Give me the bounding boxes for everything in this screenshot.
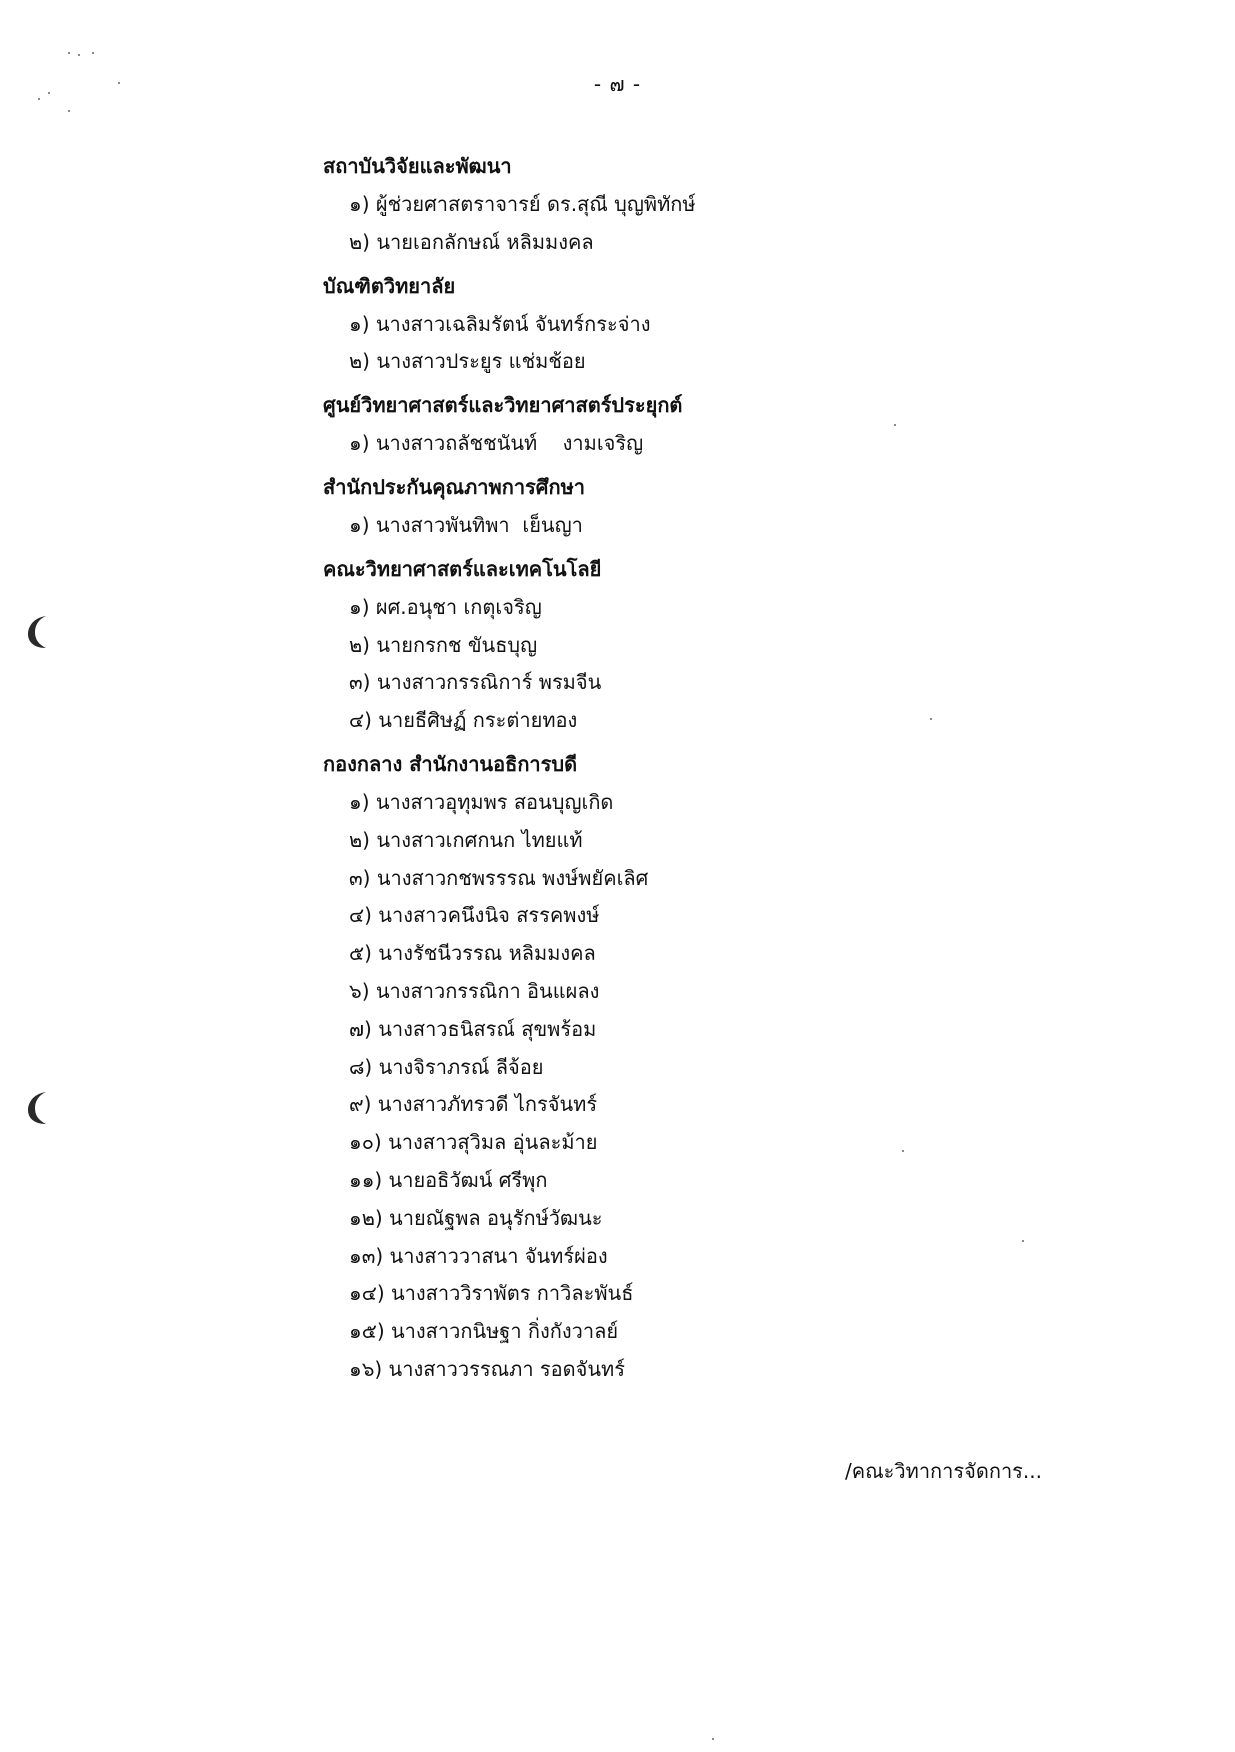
list-item: ๔) นายธีศิษฏ์ กระต่ายทอง	[349, 708, 578, 733]
scan-speck	[68, 110, 70, 112]
committee-list	[323, 146, 1183, 1393]
scan-speck	[118, 82, 120, 84]
scan-speck	[38, 98, 40, 100]
list-item: ๒) นายกรกช ขันธบุญ	[349, 632, 538, 657]
list-item: ๘) นางจิราภรณ์ ลีจ้อย	[349, 1054, 544, 1079]
list-item: ๑) นางสาวถลัชชนันท์ งามเจริญ	[349, 431, 644, 456]
section-title: ศูนย์วิทยาศาสตร์และวิทยาศาสตร์ประยุกต์	[323, 393, 683, 418]
list-item: ๗) นางสาวธนิสรณ์ สุขพร้อม	[349, 1016, 597, 1041]
list-item: ๑๔) นางสาววิราพัตร กาวิละพันธ์	[349, 1281, 634, 1306]
scan-speck	[92, 52, 94, 54]
list-item: ๑๐) นางสาวสุวิมล อุ่นละม้าย	[349, 1130, 598, 1155]
continuation-note: /คณะวิทาการจัดการ...	[844, 1459, 1042, 1483]
list-item: ๒) นางสาวประยูร แช่มช้อย	[349, 349, 586, 374]
list-item: ๓) นางสาวกชพรรรณ พงษ์พยัคเลิศ	[349, 865, 649, 890]
list-item: ๒) นายเอกลักษณ์ หลิมมงคล	[349, 229, 594, 254]
section-quality-assurance	[323, 467, 1183, 545]
page-number: - ๗ -	[593, 72, 642, 96]
section-title: กองกลาง สำนักงานอธิการบดี	[323, 751, 578, 776]
scan-speck	[68, 52, 70, 54]
punch-hole-mark-icon	[26, 614, 50, 650]
scan-speck	[712, 1738, 714, 1740]
section-title: สำนักประกันคุณภาพการศึกษา	[323, 474, 586, 499]
list-item: ๑๓) นางสาววาสนา จันทร์ผ่อง	[349, 1243, 608, 1268]
section-title: บัณฑิตวิทยาลัย	[323, 273, 456, 298]
list-item: ๔) นางสาวคนึงนิจ สรรคพงษ์	[349, 903, 600, 928]
section-title: สถาบันวิจัยและพัฒนา	[323, 154, 512, 178]
list-item: ๑๒) นายณัฐพล อนุรักษ์วัฒนะ	[349, 1205, 603, 1230]
list-item: ๑๑) นายอธิวัฒน์ ศรีพุก	[349, 1167, 548, 1192]
section-central-division	[323, 744, 1183, 1389]
list-item: ๕) นางรัชนีวรรณ หลิมมงคล	[349, 941, 596, 966]
list-item: ๑) ผศ.อนุชา เกตุเจริญ	[349, 594, 542, 619]
list-item: ๑๕) นางสาวกนิษฐา กิ่งกังวาลย์	[349, 1319, 619, 1344]
list-item: ๑๖) นางสาววรรณภา รอดจันทร์	[349, 1356, 625, 1381]
list-item: ๑) ผู้ช่วยศาสตราจารย์ ดร.สุณี บุญพิทักษ์	[349, 192, 696, 216]
list-item: ๑) นางสาวอุทุมพร สอนบุญเกิด	[349, 789, 614, 814]
list-item: ๙) นางสาวภัทรวดี ไกรจันทร์	[349, 1092, 598, 1117]
scan-speck	[78, 54, 80, 56]
section-faculty-science-technology	[323, 549, 1183, 740]
section-title: คณะวิทยาศาสตร์และเทคโนโลยี	[323, 556, 602, 581]
punch-hole-mark-icon	[26, 1090, 50, 1126]
list-item: ๓) นางสาวกรรณิการ์ พรมจีน	[349, 670, 602, 695]
section-research-institute	[323, 146, 1183, 262]
scan-speck	[48, 92, 50, 94]
list-item: ๑) นางสาวพันทิพา เย็นญา	[349, 512, 583, 537]
section-graduate-school	[323, 266, 1183, 382]
section-science-center	[323, 385, 1183, 463]
list-item: ๑) นางสาวเฉลิมรัตน์ จันทร์กระจ่าง	[349, 311, 651, 336]
list-item: ๒) นางสาวเกศกนก ไทยแท้	[349, 827, 583, 852]
list-item: ๖) นางสาวกรรณิกา อินแผลง	[349, 978, 600, 1003]
